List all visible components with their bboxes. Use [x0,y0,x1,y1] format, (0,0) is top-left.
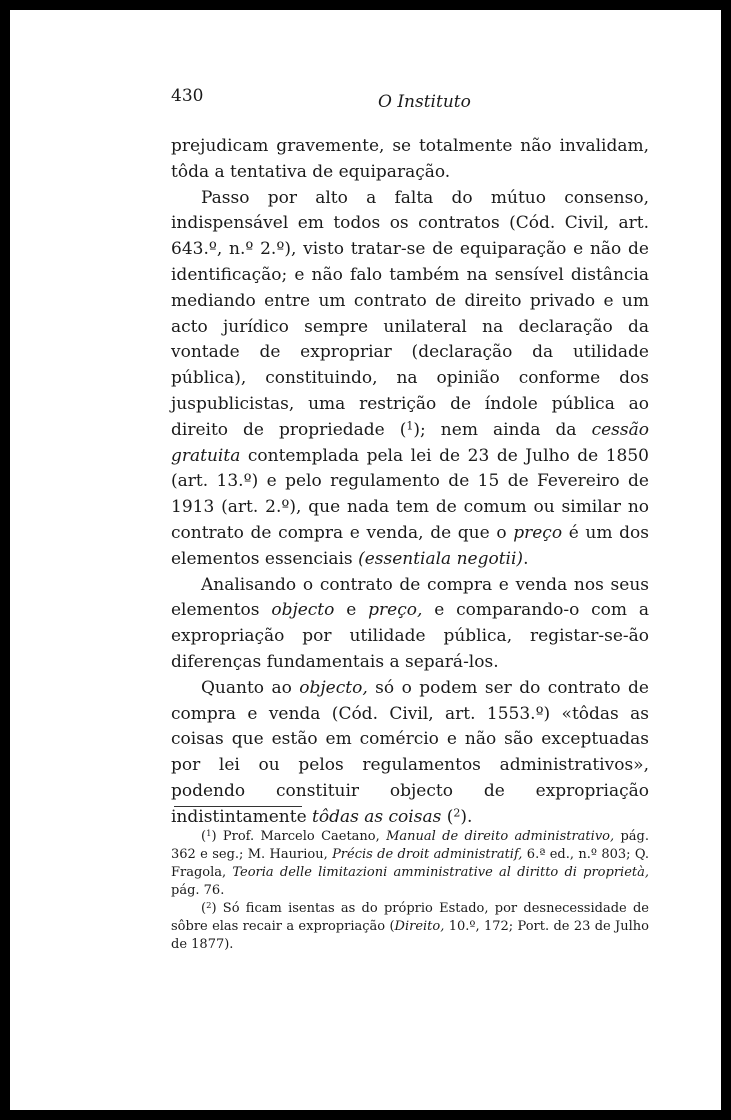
paragraph-3 [171,573,649,676]
footnote-mark: 1 [206,827,212,838]
body-text [171,134,649,831]
footnote-1: ($^1$) Prof. Marcelo Caetano, Manual de direito administrativo, pág. 362 e seg.; M. Hauriou, Précis de droit administratif, 6.ª ed., n.º 803; Q. Fragola, Teoria delle limitazioni amministrative al diritto di proprietà, pág. 76. [171,827,650,898]
text-run: contemplada pela lei de 23 de Julho de 1850 (art. 13.º) e pelo regulamento de 15 de Fevereiro de 1913 (art. 2.º), que nada tem de comum ou similar no contrato de compra e venda, de que o [171,445,649,543]
book-page [10,10,721,1110]
italic-term: preço, [368,600,423,621]
running-title: O Instituto [378,92,471,112]
italic-title: Teoria delle limitazioni amministrative al diritto di proprietà, [232,865,649,880]
text-run: ); nem ainda da [413,419,592,440]
footnote-ref-1: 1 [406,419,414,433]
text-run: Analisando o contrato de compra e venda nos seus elementos [171,574,649,621]
text-run: Prof. Marcelo Caetano, [216,829,387,844]
text-run: só o podem ser do contrato de compra e venda (Cód. Civil, art. 1553.º) «tôdas as coisas que estão em comércio e não são exceptuadas por lei ou pelos regulamentos administrativos», podendo constituir objecto de expropriação indistintamente [171,677,649,827]
text-run: pág. 76. [171,883,225,898]
italic-term: objecto, [299,677,368,698]
text-run: ( [441,806,454,827]
paragraph-1: prejudicam gravemente, se totalmente não invalidam, tôda a tentativa de equiparação. [171,136,649,182]
paragraph-2 [171,186,649,573]
footnote-mark: 2 [206,899,212,910]
italic-term: preço [513,522,563,543]
page-number: 430 [171,86,204,106]
italic-term: objecto [271,600,335,621]
text-run: 6.ª ed., n.º 803; Q. Fragola, [171,847,650,880]
text-run: pág. 362 e seg.; M. Hauriou, [171,829,649,862]
footnote-ref-2: 2 [453,806,461,820]
text-run: 10.º, 172; Port. de 23 de Julho de 1877). [171,919,649,952]
text-run: Só ficam isentas as do próprio Estado, por desnecessidade de sôbre elas recair a expropriação ( [171,901,649,934]
italic-title: Direito, [394,919,445,934]
text-run: é um dos elementos essenciais [171,522,649,569]
paragraph-4 [171,676,649,831]
footnote-2: ($^2$) Só ficam isentas as do próprio Estado, por desnecessidade de sôbre elas recair a expropriação (Direito, 10.º, 172; Port. de 23 de Julho de 1877). [171,899,649,952]
footnote-separator [174,806,302,807]
text-run: e [334,600,369,621]
text-run: Quanto ao [201,677,300,698]
footnotes [171,828,649,954]
text-run: . [523,548,529,569]
italic-term: cessão gratuita [171,419,649,466]
italic-title: Précis de droit administratif, [332,847,523,862]
italic-title: Manual de direito administrativo, [386,829,615,844]
text-run: e comparando-o com a expropriação por utilidade pública, registar-se-ão diferenças fundamentais a separá-los. [171,600,649,672]
text-run: ). [460,806,473,827]
italic-term: tôdas as coisas [312,806,442,827]
italic-term: (essentiala negotii) [358,548,524,569]
text-run: Passo por alto a falta do mútuo consenso, indispensável em todos os contratos (Cód. Civil, art. 643.º, n.º 2.º), visto tratar-se de equiparação e não de identificação; e não falo também na sensível distância mediando entre um contrato de direito privado e um acto jurídico sempre unilateral na declaração da vontade de expropriar (declaração da utilidade pública), constituindo, na opinião conforme dos juspublicistas, uma restrição de índole pública ao direito de propriedade ( [171,187,649,440]
